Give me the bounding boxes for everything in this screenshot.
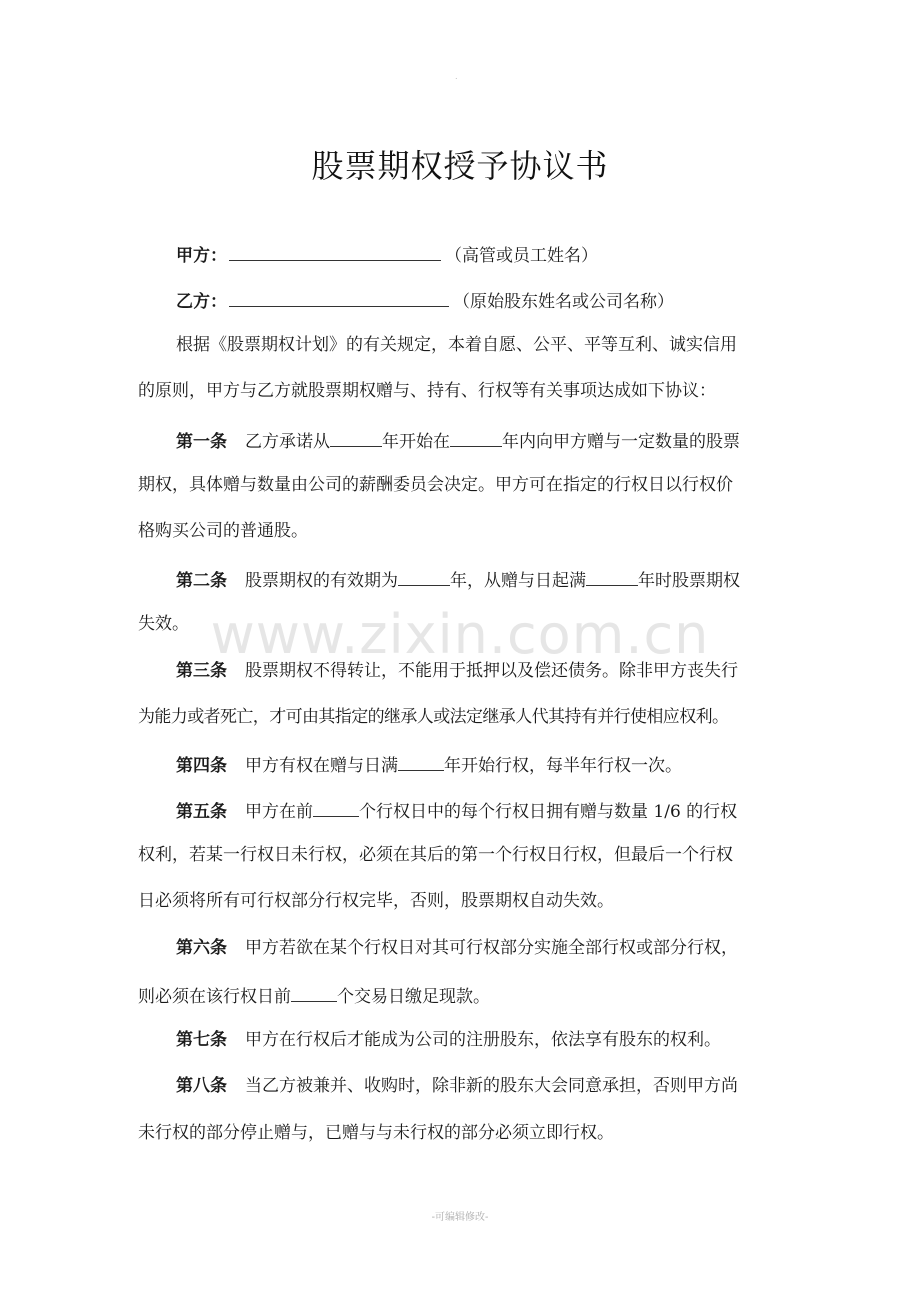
top-mark: . [455,72,458,81]
article-2-text-b: 年，从赠与日起满 [450,571,586,591]
article-4-years-field[interactable] [398,752,444,771]
article-7-label: 第七条 [176,1030,227,1050]
article-2-line-2: 失效。 [138,614,189,634]
article-4-label: 第四条 [176,756,227,776]
footer-note: -可编辑修改- [431,1212,489,1223]
document-title: 股票期权授予协议书 [311,147,609,185]
article-5-text-a: 甲方在前 [245,802,313,822]
article-6-text-a: 则必须在该行权日前 [138,987,291,1007]
article-4-line-1 [176,752,790,777]
article-2-text-a: 股票期权的有效期为 [245,571,398,591]
watermark: www.zixin.com.cn [210,603,710,666]
article-6-text: 甲方若欲在某个行权日对其可行权部分实施全部行权或部分行权， [245,938,738,958]
article-6-label: 第六条 [176,938,227,958]
article-1-text-a: 乙方承诺从 [245,432,330,452]
party-b-hint: （原始股东姓名或公司名称） [453,292,674,312]
article-5-line-2: 权利，若某一行权日未行权，必须在其后的第一个行权日行权，但最后一个行权 [138,845,733,865]
article-1-years-field[interactable] [450,428,502,447]
article-7-line-1 [176,1029,790,1051]
intro-line-1: 根据《股票期权计划》的有关规定，本着自愿、公平、平等互利、诚实信用 [176,335,737,355]
article-5-line-3: 日必须将所有可行权部分行权完毕，否则，股票期权自动失效。 [138,891,614,911]
article-1-line-1 [176,428,790,453]
article-7-text: 甲方在行权后才能成为公司的注册股东，依法享有股东的权利。 [245,1030,721,1050]
article-1-start-year-field[interactable] [330,428,382,447]
party-a-line [176,242,790,267]
article-5-count-field[interactable] [313,798,359,817]
article-4-text-a: 甲方有权在赠与日满 [245,756,398,776]
article-2-line-1 [176,567,790,592]
article-8-label: 第八条 [176,1076,227,1096]
article-3-line-2: 为能力或者死亡，才可由其指定的继承人或法定继承人代其持有并行使相应权利。 [138,707,729,727]
article-6-days-field[interactable] [291,983,337,1002]
party-b-line [176,288,790,313]
article-6-line-2 [138,983,790,1008]
party-a-label: 甲方： [176,246,227,266]
article-2-text-c: 年时股票期权 [638,571,740,591]
article-3-text: 股票期权不得转让，不能用于抵押以及偿还债务。除非甲方丧失行 [245,661,738,681]
article-5-label: 第五条 [176,802,227,822]
article-1-text-b: 年开始在 [382,432,450,452]
intro-line-2: 的原则，甲方与乙方就股票期权赠与、持有、行权等有关事项达成如下协议： [138,381,716,401]
party-b-name-field[interactable] [229,288,449,307]
article-6-line-1 [176,937,790,959]
article-5-line-1 [176,798,790,823]
article-1-text-c: 年内向甲方赠与一定数量的股票 [502,432,740,452]
article-1-line-2: 期权，具体赠与数量由公司的薪酬委员会决定。甲方可在指定的行权日以行权价 [138,475,733,495]
article-1-line-3: 格购买公司的普通股。 [138,521,308,541]
article-2-label: 第二条 [176,571,227,591]
article-6-text-b: 个交易日缴足现款。 [337,987,490,1007]
article-8-line-2: 未行权的部分停止赠与，已赠与与未行权的部分必须立即行权。 [138,1123,614,1143]
party-a-name-field[interactable] [229,242,441,261]
article-4-text-b: 年开始行权，每半年行权一次。 [444,756,682,776]
party-a-hint: （高管或员工姓名） [445,246,598,266]
article-2-expiry-years-field[interactable] [586,567,638,586]
article-3-label: 第三条 [176,661,227,681]
article-3-line-1 [176,660,790,682]
party-b-label: 乙方： [176,292,227,312]
article-1-label: 第一条 [176,432,227,452]
article-5-text-b: 个行权日中的每个行权日拥有赠与数量 1/6 的行权 [359,802,738,822]
article-8-line-1 [176,1075,790,1097]
article-8-text: 当乙方被兼并、收购时，除非新的股东大会同意承担，否则甲方尚 [245,1076,738,1096]
article-2-validity-years-field[interactable] [398,567,450,586]
